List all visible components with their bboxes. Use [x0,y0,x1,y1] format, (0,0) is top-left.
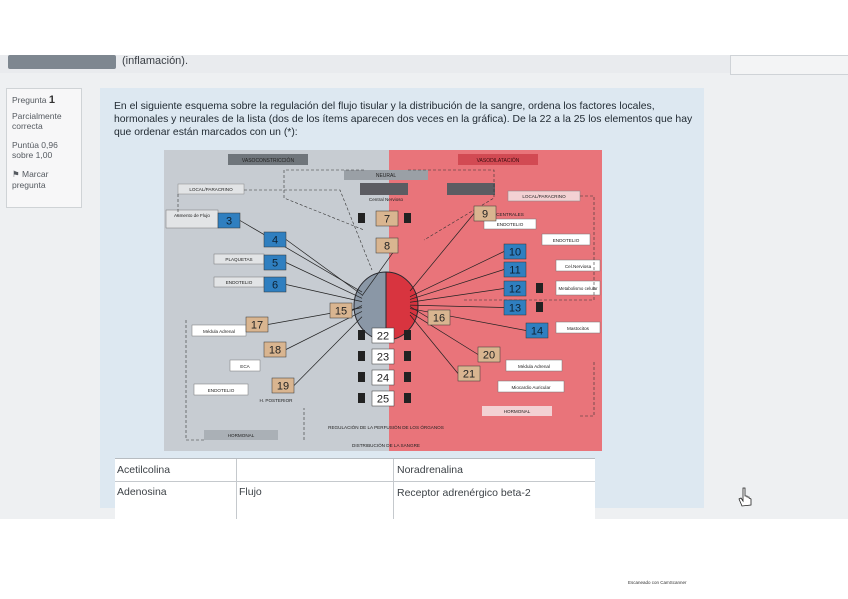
diagram-number-label: 14 [530,325,544,338]
flag-label: Marcar pregunta [12,169,49,190]
endotelio-bottom-label: ENDOTELIO [207,388,235,393]
medula-right-label: Médula Adrenal [518,364,550,369]
right-panel [730,55,848,75]
question-score: Puntúa 0,96 sobre 1,00 [12,140,58,160]
header-left-label: VASOCONSTRICCIÓN [241,158,295,164]
answer-options-table [115,458,595,519]
diagram-number-label: 7 [383,213,391,226]
arrow-marker-icon [358,393,365,403]
arrow-marker-icon [358,372,365,382]
arrow-marker-icon [358,330,365,340]
local-left-label: LOCAL/PARACRINO [189,187,233,192]
diagram-number-label: 16 [432,312,446,325]
question-label: Pregunta [12,95,47,105]
answer-option[interactable]: Receptor adrenérgico beta-2 [397,487,531,499]
arrow-marker-icon [358,213,365,223]
posterior-label: H. POSTERIOR [259,398,293,403]
dark-box-left [360,183,408,195]
answer-option[interactable]: Noradrenalina [397,464,463,476]
header-right-label: VASODILATACIÓN [476,158,520,164]
cel-nerviosa-label: Cel.Nerviosa [564,264,592,269]
diagram-number-label: 5 [271,257,279,270]
miocardio-label: Miocardio Auricular [511,385,551,390]
flag-question-link[interactable] [7,169,81,190]
question-title [7,94,81,106]
diagram-number-label: 11 [509,264,521,277]
diagram-number-label: 13 [508,302,522,315]
question-number: 1 [48,94,55,106]
arrow-marker-icon [404,351,411,361]
medula-left-label: Médula Adrenal [203,329,235,334]
endotelio-top-right-label: ENDOTELIO [496,222,524,227]
aumento-flujo-label: Aumento de Flujo [173,213,211,218]
endotelio-left-label: ENDOTELIO [225,280,253,285]
answer-option[interactable]: Flujo [239,486,262,498]
bottom-caption-1: REGULACIÓN DE LA PERFUSIÓN DE LOS ÓRGANOS [328,425,444,430]
answer-option[interactable]: Acetilcolina [117,464,171,476]
arrow-marker-icon [358,351,365,361]
diagram-number-label: 17 [250,319,264,332]
diagram-number-label: 23 [376,351,390,364]
hand-cursor-icon [738,487,752,507]
question-content [100,88,704,508]
regulation-diagram [164,150,602,451]
plaquetas-label: PLAQUETAS [225,257,253,262]
diagram-number-label: 24 [376,372,390,385]
diagram-number-label: 6 [271,279,279,292]
diagram-number-label: 3 [225,215,233,228]
question-status: Parcialmente correcta [12,111,62,131]
hormonal-right-label: HORMONAL [503,409,531,414]
question-info-box [6,88,82,208]
diagram-number-label: 20 [482,349,496,362]
scanner-credit: Escaneado con CamScanner [628,580,687,585]
top-text: (inflamación). [122,55,189,67]
diagram-number-label: 4 [271,234,279,247]
photo-frame [0,55,848,519]
local-right-label: LOCAL/PARACRINO [522,194,566,199]
diagram-number-label: 19 [276,380,290,393]
endotelio-right-label: ENDOTELIO [552,238,580,243]
arrow-marker-icon [404,393,411,403]
diagram-number-label: 9 [481,208,489,221]
diagram-number-label: 18 [268,344,282,357]
bottom-caption-2: DISTRIBUCIÓN DE LA SANGRE [352,443,420,448]
arrow-marker-icon [404,213,411,223]
flag-icon: ⚑ [12,169,20,179]
arrow-marker-icon [536,302,543,312]
top-bar [0,55,848,73]
question-text: En el siguiente esquema sobre la regulación del flujo tisular y la distribución de la sangre, ordena los factores locales, hormonales y neurales de la lista (dos de los ítems aparecen dos veces en la gráfica). De la 22 a la 25 los elementos que hay que ordenar están marcados con un (*): [114,101,693,138]
mastocitos-label: Mastocitos [567,326,589,331]
diagram-number-label: 10 [508,246,522,259]
dark-box-right [447,183,495,195]
diagram-number-label: 21 [462,368,476,381]
diagram-number-label: 12 [508,283,522,296]
central-nervioso-label: Central Nervioso [368,197,404,202]
top-button[interactable] [8,55,116,69]
arrow-marker-icon [536,283,543,293]
neural-label: NEURAL [375,173,397,179]
answer-option[interactable]: Adenosina [117,486,167,498]
hormonal-left-label: HORMONAL [227,433,255,438]
arrow-marker-icon [404,372,411,382]
eca-label: ECA [240,364,250,369]
diagram-number-label: 25 [376,393,390,406]
diagram-number-label: 22 [376,330,390,343]
diagram-number-label: 8 [383,240,391,253]
diagram-number-label: 15 [334,305,348,318]
centrales-label: CENTRALES [496,212,524,217]
arrow-marker-icon [404,330,411,340]
metabolismo-label: Metabolismo celular [558,286,598,291]
